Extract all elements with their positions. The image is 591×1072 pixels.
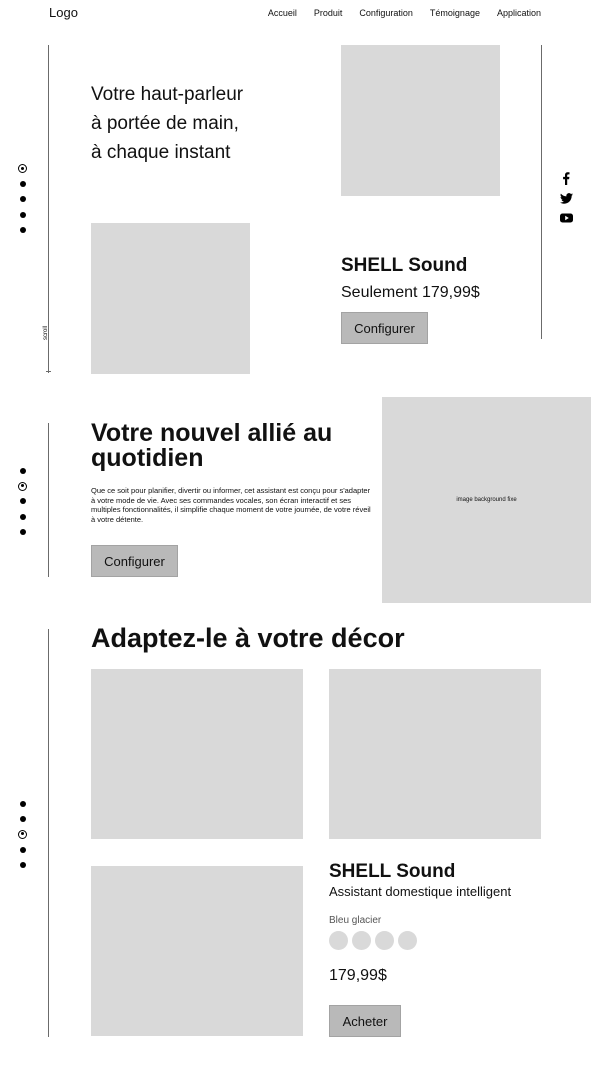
- image-label: image background fixe: [456, 497, 517, 503]
- pagination-dot[interactable]: [20, 862, 26, 868]
- hero-left-line: [48, 45, 49, 373]
- buy-button[interactable]: Acheter: [329, 1005, 401, 1037]
- hero-image-bottom: [91, 223, 250, 374]
- color-label: Bleu glacier: [329, 915, 382, 926]
- decor-image-1: [91, 669, 303, 839]
- hero-tagline: [91, 80, 311, 167]
- pagination-dot[interactable]: [20, 801, 26, 807]
- pagination-dot-active[interactable]: [18, 164, 27, 173]
- product-subtitle: Assistant domestique intelligent: [329, 884, 512, 899]
- product-title-2: SHELL Sound: [329, 861, 456, 882]
- hero-tagline-line: à portée de main,: [91, 113, 239, 134]
- pagination-dot-active[interactable]: [18, 830, 27, 839]
- pagination-dot[interactable]: [20, 498, 26, 504]
- section2-pagination-dots: [18, 463, 27, 540]
- product-title: SHELL Sound: [341, 255, 468, 276]
- pagination-dot[interactable]: [20, 196, 26, 202]
- color-swatch[interactable]: [375, 931, 394, 950]
- pagination-dot[interactable]: [20, 847, 26, 853]
- product-price: Seulement 179,99$: [341, 284, 480, 301]
- section3-left-line: [48, 629, 49, 1037]
- scroll-label: scroll: [43, 325, 49, 340]
- fixed-background-image: [382, 397, 591, 603]
- configure-button-2[interactable]: Configurer: [91, 545, 178, 577]
- section3-title: Adaptez-le à votre décor: [91, 623, 405, 653]
- pagination-dot-active[interactable]: [18, 482, 27, 491]
- pagination-dot[interactable]: [20, 212, 26, 218]
- color-swatches: [329, 931, 417, 950]
- decor-image-2: [329, 669, 541, 839]
- main-nav: [268, 8, 541, 18]
- hero-image-top: [341, 45, 500, 196]
- color-swatch[interactable]: [352, 931, 371, 950]
- youtube-icon[interactable]: [559, 211, 573, 225]
- pagination-dot[interactable]: [20, 816, 26, 822]
- hero-tagline-line: Votre haut-parleur: [91, 84, 244, 105]
- pagination-dot[interactable]: [20, 468, 26, 474]
- decor-image-3: [91, 866, 303, 1036]
- section2-title: Votre nouvel allié au quotidien: [91, 419, 333, 472]
- twitter-icon[interactable]: [559, 191, 573, 205]
- configure-button[interactable]: Configurer: [341, 312, 428, 344]
- color-swatch[interactable]: [398, 931, 417, 950]
- pagination-dot[interactable]: [20, 227, 26, 233]
- product-price-2: 179,99$: [329, 967, 387, 984]
- hero-pagination-dots: [18, 161, 27, 238]
- hero-right-line: [541, 45, 542, 339]
- scroll-indicator-tick: [46, 371, 51, 372]
- logo[interactable]: Logo: [49, 5, 78, 20]
- nav-accueil[interactable]: Accueil: [267, 8, 297, 18]
- nav-application[interactable]: Application: [496, 8, 541, 18]
- section2-body: Que ce soit pour planifier, divertir ou informer, cet assistant est conçu pour s'adapter à votre mode de vie. Avec ses commandes vocales, son écran interactif et ses multiples fonctionnalités, il simplifie chaque moment de votre journée, de votre réveil à votre détente.: [91, 486, 371, 524]
- pagination-dot[interactable]: [20, 181, 26, 187]
- nav-configuration[interactable]: Configuration: [359, 8, 413, 18]
- hero-tagline-line: à chaque instant: [91, 142, 231, 163]
- nav-produit[interactable]: Produit: [313, 8, 343, 18]
- section3-pagination-dots: [18, 796, 27, 873]
- pagination-dot[interactable]: [20, 514, 26, 520]
- section2-left-line: [48, 423, 49, 577]
- facebook-icon[interactable]: [559, 171, 573, 185]
- nav-temoignage[interactable]: Témoignage: [429, 8, 480, 18]
- color-swatch[interactable]: [329, 931, 348, 950]
- pagination-dot[interactable]: [20, 529, 26, 535]
